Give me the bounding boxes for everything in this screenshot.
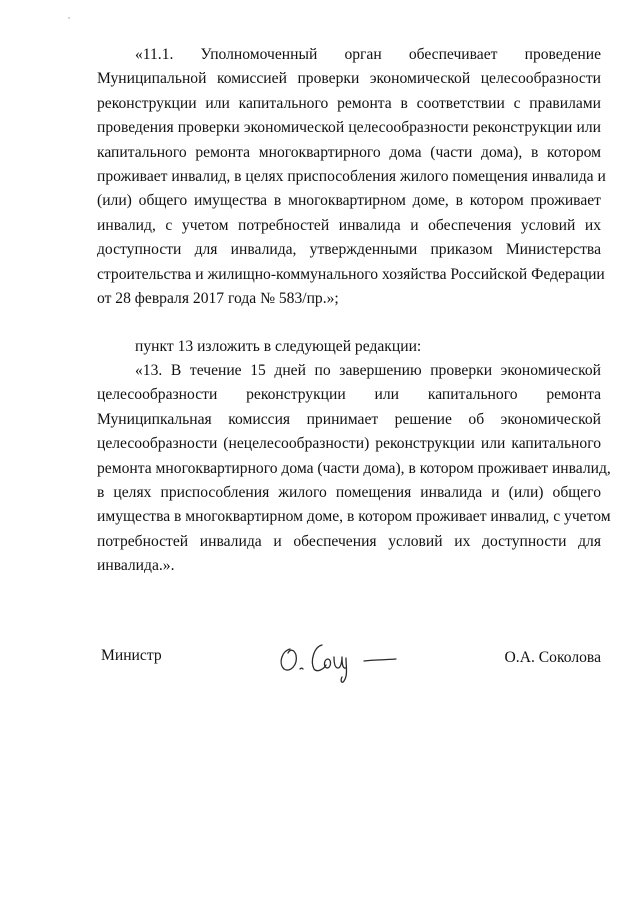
paragraph-13-line: в целях приспособления жилого помещения инвалида и (или) общего [97,484,601,502]
paragraph-13-line: инвалида.». [97,557,175,575]
intro-point-13 [97,335,601,359]
paragraph-11-1-line: «11.1. Уполномоченный орган обеспечивает проведение [135,46,601,63]
signatory-name: О.А. Соколова [504,649,601,666]
paragraph-13-line: имущества в многоквартирном доме, в котором проживает инвалид, с учетом [97,508,611,526]
paragraph-11-1-line: Муниципальной комиссией проверки экономической целесообразности [97,70,601,88]
paragraph-13-line: «13. В течение 15 дней по завершению проверки экономической [135,362,601,379]
signature-block [97,641,601,681]
paragraph-13 [97,359,611,579]
paragraph-13-line: целесообразности (нецелесообразности) реконструкции или капитального [97,435,601,453]
paragraph-11-1-line: проведения проверки экономической целесообразности реконструкции или [97,119,601,137]
paragraph-11-1-line: капитального ремонта многоквартирного дома (части дома), в котором [97,143,601,161]
paragraph-13-line: целесообразности реконструкции или капитального ремонта [97,386,601,404]
intro-point-13-text: пункт 13 изложить в следующей редакции: [135,338,422,355]
signatory-role: Министр [101,647,162,664]
paragraph-11-1 [97,43,606,311]
handwritten-signature [272,635,407,685]
paragraph-11-1-line: реконструкции или капитального ремонта в соответствии с правилами [97,94,601,112]
scan-speck [68,17,70,19]
paragraph-11-1-line: от 28 февраля 2017 года № 583/пр.»; [97,290,339,308]
paragraph-11-1-line: проживает инвалид, в целях приспособления жилого помещения инвалида и [97,168,606,186]
paragraph-13-line: Муниципкальная комиссия принимает решение об экономической [97,410,601,428]
paragraph-13-line: ремонта многоквартирного дома (части дома), в котором проживает инвалид, [97,459,611,477]
paragraph-11-1-line: инвалид, с учетом потребностей инвалида и обеспечения условий их [97,216,601,234]
paragraph-11-1-line: строительства и жилищно-коммунального хозяйства Российской Федерации [97,265,605,283]
paragraph-13-line: потребностей инвалида и обеспечения условий их доступности для [97,532,601,550]
paragraph-11-1-line: (или) общего имущества в многоквартирном доме, в котором проживает [97,192,601,210]
paragraph-11-1-line: доступности для инвалида, утвержденными приказом Министерства [97,241,601,259]
